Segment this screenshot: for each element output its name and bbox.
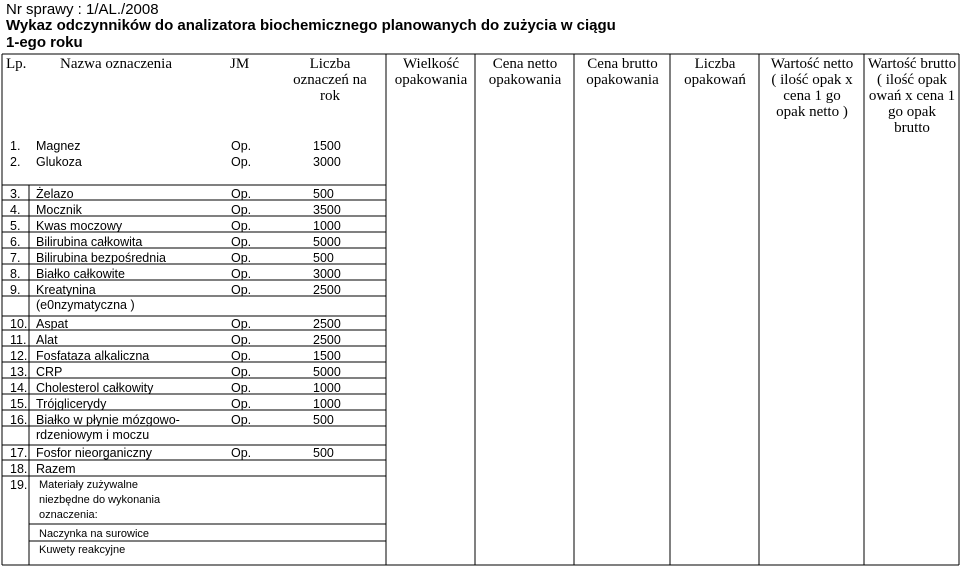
col-header-wartosc-netto: Wartość netto ( ilość opak x cena 1 go opak netto ) [770,56,854,120]
row-name: Fosfataza alkaliczna [36,349,150,363]
row-unit: Op. [231,397,252,411]
row-unit: Op. [231,267,252,281]
row-name: Bilirubina całkowita [36,235,143,249]
row-number: 5. [10,219,21,233]
row-quantity: 500 [313,446,334,460]
row-number: 18. [10,462,28,476]
row-quantity: 2500 [313,333,341,347]
row-name: Mocznik [36,203,82,217]
row-number: 15. [10,397,28,411]
row-quantity: 1500 [313,349,341,363]
row-quantity: 5000 [313,365,341,379]
row-number: 3. [10,187,21,201]
col-header-nazwa: Nazwa oznaczenia [60,56,173,72]
row-unit: Op. [231,446,252,460]
col-header-liczba-opakowan: Liczba opakowań [684,56,746,88]
row-number: 14. [10,381,28,395]
row-name: Materiały zużywalne niezbędne do wykonania oznaczenia: [39,479,161,521]
row-unit: Op. [231,235,252,249]
row-unit: Op. [231,283,252,297]
row-name: Glukoza [36,155,82,169]
row-quantity: 500 [313,413,334,427]
row-quantity: 500 [313,187,334,201]
col-header-cena-netto: Cena netto opakowania [488,56,562,88]
material-item: Kuwety reakcyjne [39,544,126,556]
row-name: Magnez [36,139,81,153]
row-number: 8. [10,267,21,281]
row-quantity: 3000 [313,155,341,169]
row-name: Kwas moczowy [36,219,123,233]
row-name: Kreatynina (e0nzymatyczna ) [36,283,135,312]
row-unit: Op. [231,251,252,265]
row-quantity: 1000 [313,219,341,233]
col-header-wartosc-brutto: Wartość brutto ( ilość opak owań x cena 1 go opak brutto [867,56,957,136]
row-number: 17. [10,446,28,460]
row-unit: Op. [231,187,252,201]
row-quantity: 5000 [313,235,341,249]
row-quantity: 1000 [313,381,341,395]
row-unit: Op. [231,219,252,233]
row-name: Żelazo [36,187,74,201]
row-name: Trójglicerydy [36,397,107,411]
row-number: 10. [10,317,28,331]
row-name: CRP [36,365,63,379]
row-number: 1. [10,139,21,153]
row-quantity: 2500 [313,283,341,297]
row-name: Białko całkowite [36,267,125,281]
document-title-line1: Wykaz odczynników do analizatora biochemicznego planowanych do zużycia w ciągu [6,17,616,34]
row-quantity: 500 [313,251,334,265]
col-header-jm: JM [230,56,250,72]
row-unit: Op. [231,155,252,169]
row-unit: Op. [231,203,252,217]
material-item: Naczynka na surowice [39,528,150,540]
row-number: 4. [10,203,21,217]
row-number: 19. [10,478,28,492]
col-header-cena-brutto: Cena brutto opakowania [586,56,659,88]
row-quantity: 3500 [313,203,341,217]
row-quantity: 2500 [313,317,341,331]
row-number: 16. [10,413,28,427]
row-name: Białko w płynie mózgowo-rdzeniowym i moczu [36,413,180,442]
row-number: 2. [10,155,21,169]
row-number: 6. [10,235,21,249]
row-number: 13. [10,365,28,379]
row-name: Bilirubina bezpośrednia [36,251,166,265]
col-header-liczba-oznaczen: Liczba oznaczeń na rok [293,56,367,104]
row-quantity: 1500 [313,139,341,153]
row-number: 9. [10,283,21,297]
row-unit: Op. [231,333,252,347]
col-header-lp: Lp. [6,56,27,72]
row-quantity: 3000 [313,267,341,281]
row-unit: Op. [231,365,252,379]
row-number: 7. [10,251,21,265]
row-number: 12. [10,349,28,363]
case-number: Nr sprawy : 1/AL./2008 [6,1,159,18]
row-number: 11. [10,333,27,347]
row-unit: Op. [231,381,252,395]
row-unit: Op. [231,413,252,427]
row-name: Alat [36,333,58,347]
row-name: Cholesterol całkowity [36,381,154,395]
row-unit: Op. [231,317,252,331]
row-quantity: 1000 [313,397,341,411]
col-header-wielkosc: Wielkość opakowania [394,56,468,88]
row-name: Razem [36,462,76,476]
row-unit: Op. [231,349,252,363]
document-title-line2: 1-ego roku [6,34,83,51]
row-unit: Op. [231,139,252,153]
row-name: Fosfor nieorganiczny [36,446,153,460]
row-name: Aspat [36,317,68,331]
